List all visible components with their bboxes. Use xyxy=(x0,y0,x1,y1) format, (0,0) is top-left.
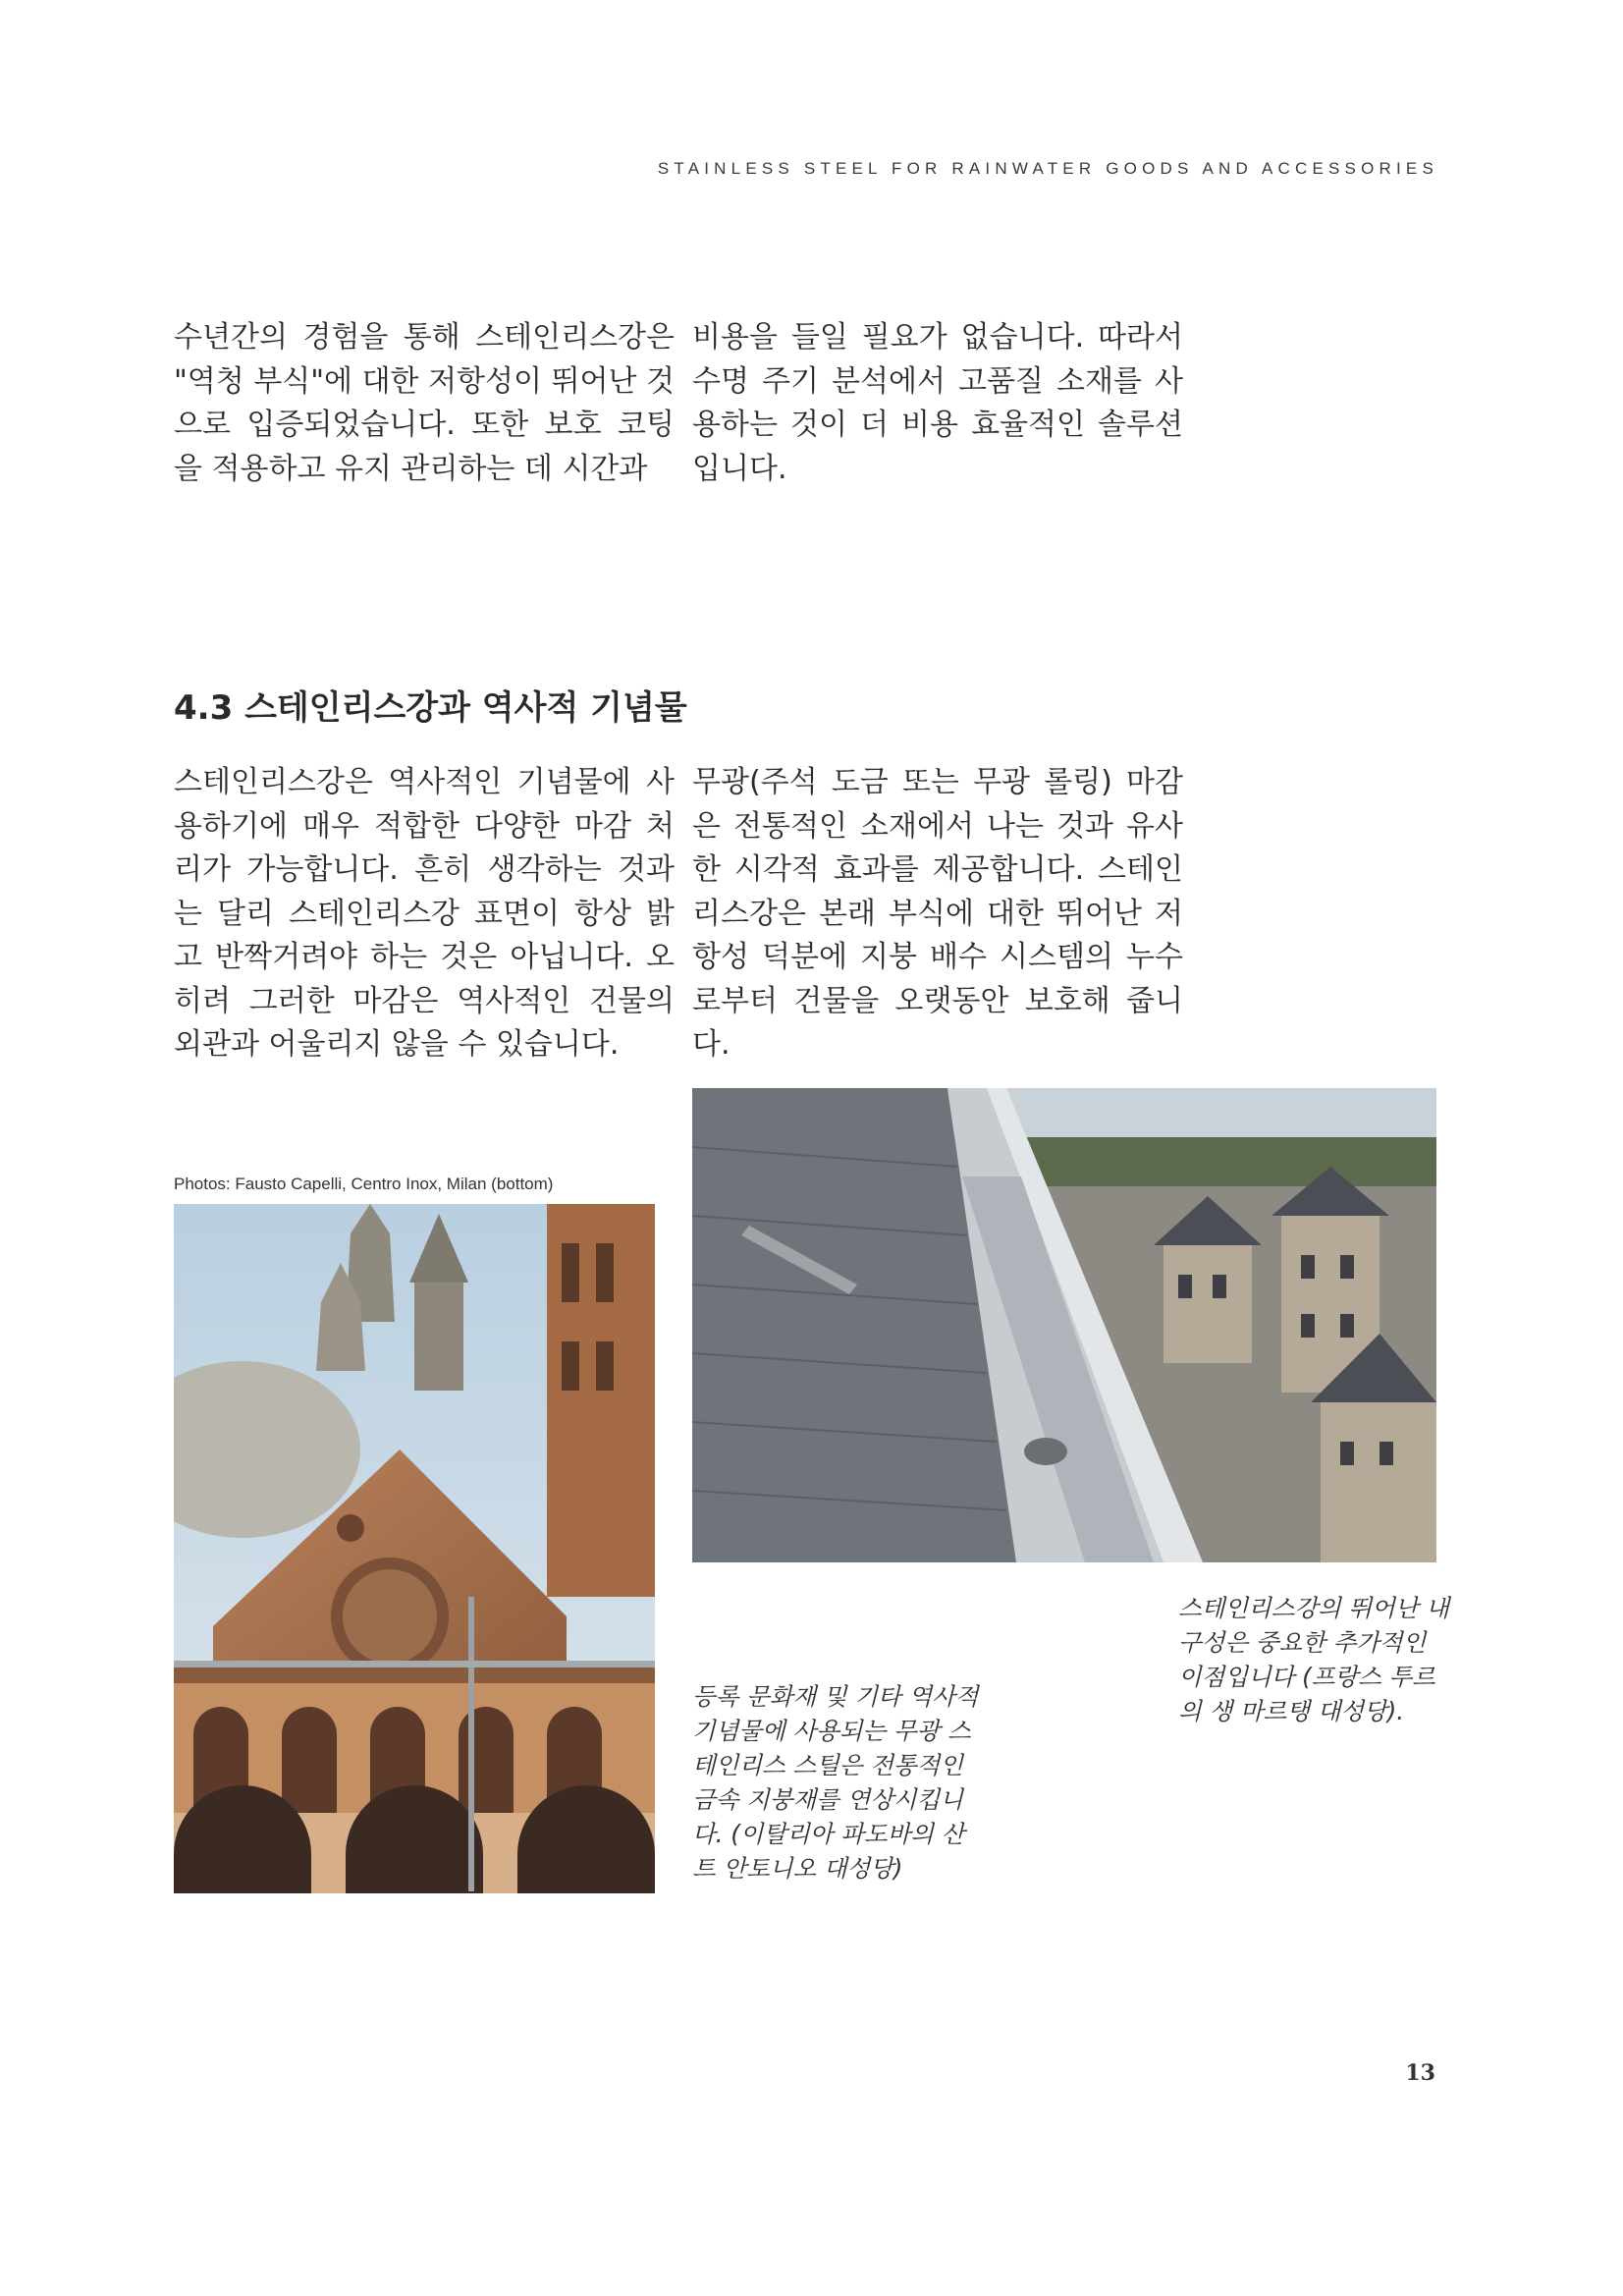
intro-right-paragraph: 비용을 들일 필요가 없습니다. 따라서 수명 주기 분석에서 고품질 소재를 사용하는 것이 더 비용 효율적인 솔루션입니다. xyxy=(692,320,1183,486)
roof-caption: 스테인리스강의 뛰어난 내구성은 중요한 추가적인 이점입니다 (프랑스 투르의 생 마르탱 대성당). xyxy=(1178,1594,1449,1725)
section-heading: 4.3 스테인리스강과 역사적 기념물 xyxy=(174,688,687,728)
basilica-illustration xyxy=(174,1204,655,1893)
section-left-paragraph: 스테인리스강은 역사적인 기념물에 사용하기에 매우 적합한 다양한 마감 처리가 가능합니다. 흔히 생각하는 것과는 달리 스테인리스강 표면이 항상 밝고 반짝거려야 하는 것은 아닙니다. 오히려 그러한 마감은 역사적인 건물의 외관과 어울리지 않을 수 있습니다. xyxy=(174,765,675,1062)
section-right-paragraph: 무광(주석 도금 또는 무광 롤링) 마감은 전통적인 소재에서 나는 것과 유사한 시각적 효과를 제공합니다. 스테인리스강은 본래 부식에 대한 뛰어난 저항성 덕분에 지붕 배수 시스템의 누수로부터 건물을 오랫동안 보호해 줍니다. xyxy=(692,765,1183,1062)
section-right-column xyxy=(692,761,1183,1067)
running-header: STAINLESS STEEL FOR RAINWATER GOODS AND ACCESSORIES xyxy=(657,159,1438,178)
roof-gutter-illustration xyxy=(692,1088,1436,1562)
roof-gutter-photo xyxy=(692,1088,1436,1562)
basilica-photo xyxy=(174,1204,655,1893)
basilica-caption: 등록 문화재 및 기타 역사적 기념물에 사용되는 무광 스테인리스 스틸은 전통적인 금속 지붕재를 연상시킵니다. (이탈리아 파도바의 산트 안토니오 대성당) xyxy=(692,1682,979,1883)
intro-left-column xyxy=(174,316,675,491)
intro-right-column xyxy=(692,316,1183,491)
section-left-column xyxy=(174,761,675,1067)
intro-left-paragraph: 수년간의 경험을 통해 스테인리스강은 "역청 부식"에 대한 저항성이 뛰어난 것으로 입증되었습니다. 또한 보호 코팅을 적용하고 유지 관리하는 데 시간과 xyxy=(174,320,675,486)
page-number: 13 xyxy=(1405,2060,1435,2086)
photo-credit: Photos: Fausto Capelli, Centro Inox, Milan (bottom) xyxy=(174,1175,554,1193)
